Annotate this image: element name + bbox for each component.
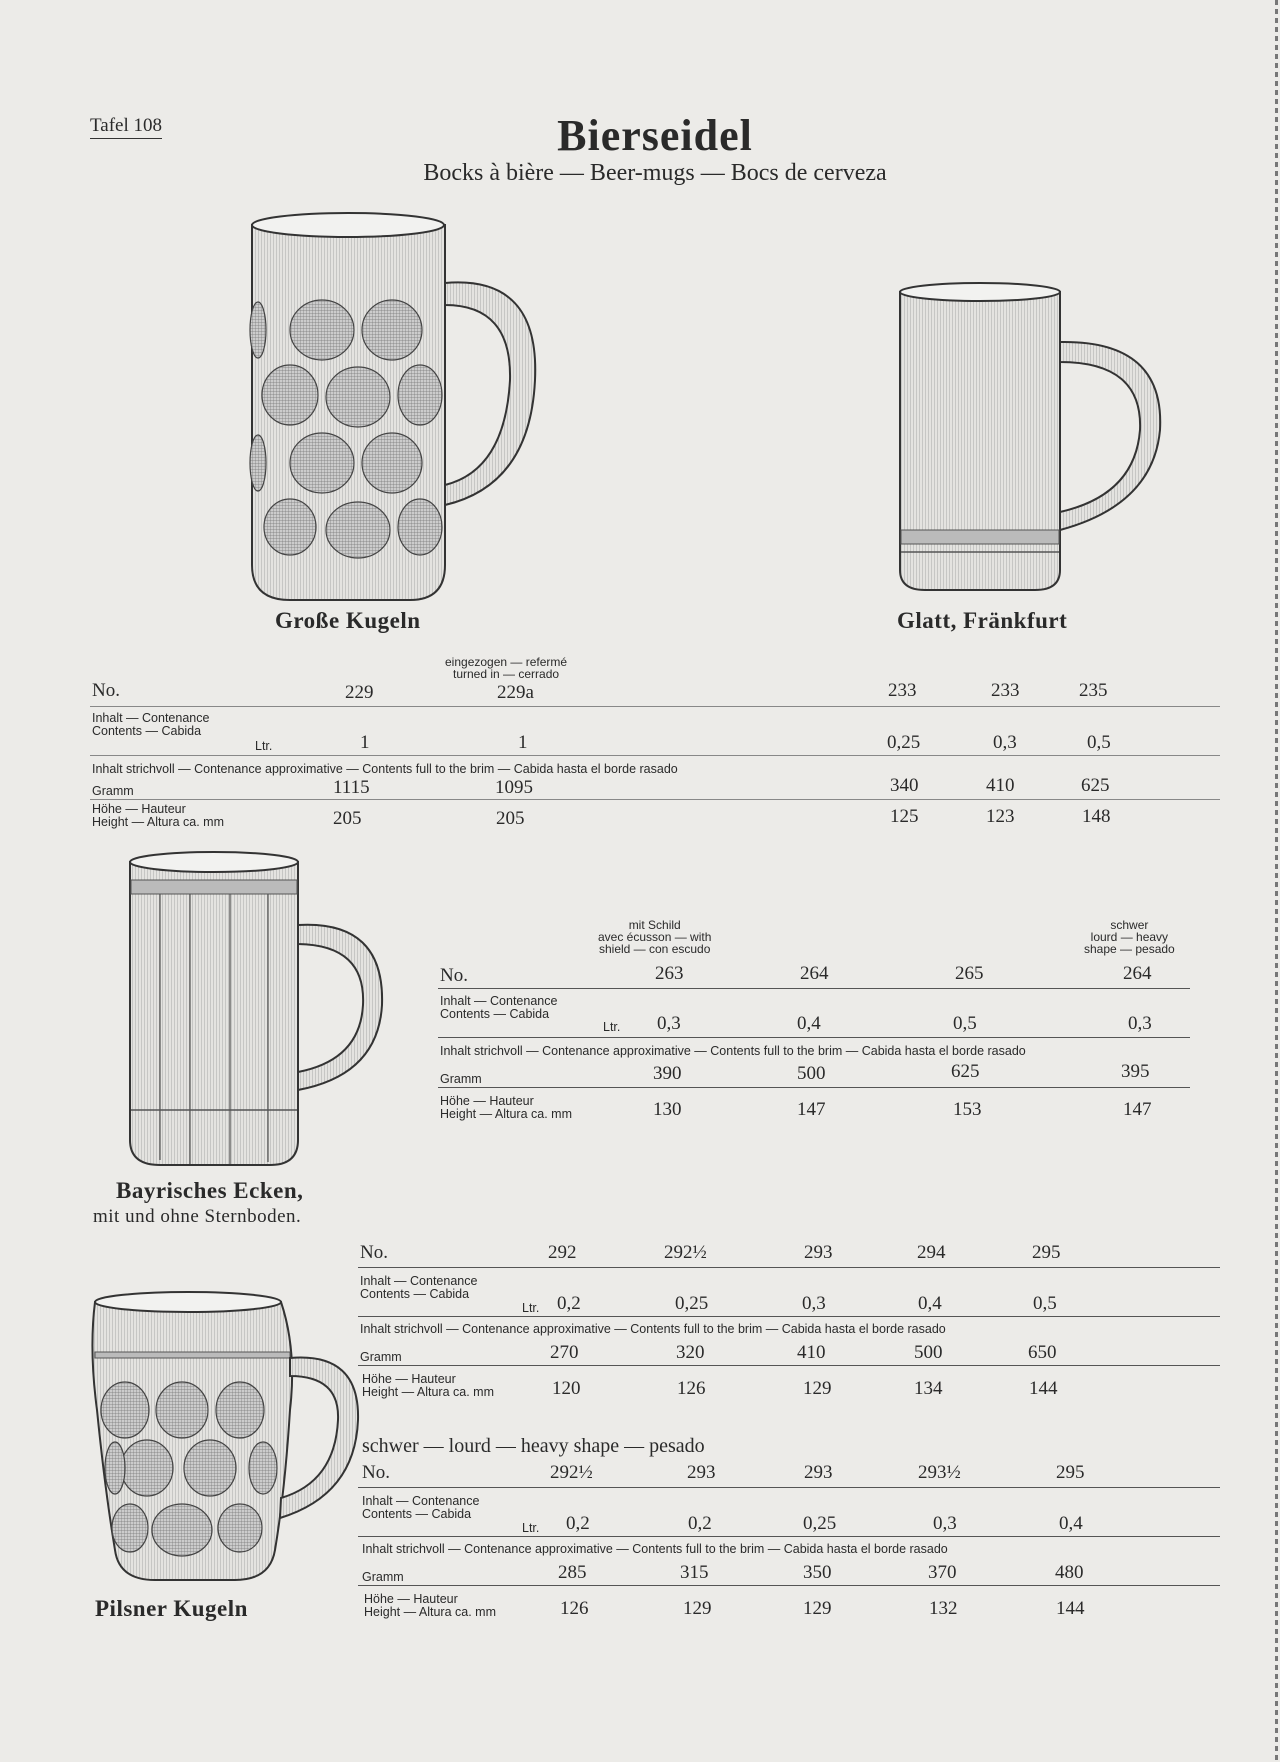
s4-ltr-1: 0,2 [566,1513,590,1534]
s4-no-5: 295 [1056,1462,1085,1483]
s4-no-4: 293½ [918,1462,961,1483]
s2-contents-label: Inhalt — Contenance Contents — Cabida [440,994,558,1021]
s3-gramm-3: 410 [797,1342,826,1363]
s2-no-4: 264 [1123,963,1152,984]
s2-gramm-3: 625 [951,1061,980,1082]
s1-ltr-1: 1 [360,732,370,753]
s2-full-brim: Inhalt strichvoll — Contenance approximative — Contents full to the brim — Cabida hasta el borde rasado [440,1044,1026,1058]
s3-gramm-2: 320 [676,1342,705,1363]
s2-height-4: 147 [1123,1099,1152,1120]
s4-rule-3 [358,1585,1220,1586]
s3-gramm-1: 270 [550,1342,579,1363]
s3-ltr-1: 0,2 [557,1293,581,1314]
s3-rule-2 [358,1316,1220,1317]
s1-no-3: 233 [888,680,917,701]
s4-ltr-4: 0,3 [933,1513,957,1534]
s1-ltr-3: 0,25 [887,732,921,753]
s1-ltr-4: 0,3 [993,732,1017,753]
note-heavy-shape: schwer lourd — heavy shape — pesado [1084,918,1175,956]
s1-no-4: 233 [991,680,1020,701]
s1-no-2: 229a [497,682,534,703]
s1-height-1: 205 [333,808,362,829]
caption-bayrisches-ecken: Bayrisches Ecken, [116,1178,304,1203]
s3-contents-label: Inhalt — Contenance Contents — Cabida [360,1274,478,1301]
page-binding-edge [1275,0,1278,1762]
s1-height-4: 123 [986,806,1015,827]
s3-ltr-2: 0,25 [675,1293,709,1314]
s4-gramm-4: 370 [928,1562,957,1583]
s3-ltr-3: 0,3 [802,1293,826,1314]
s3-gramm-4: 500 [914,1342,943,1363]
s4-ltr-5: 0,4 [1059,1513,1083,1534]
s4-gramm-label: Gramm [362,1570,404,1584]
s4-no-2: 293 [687,1462,716,1483]
s1-height-label: Höhe — Hauteur Height — Altura ca. mm [92,802,224,829]
caption-pilsner-kugeln: Pilsner Kugeln [95,1596,248,1621]
s2-height-3: 153 [953,1099,982,1120]
s1-gramm-1: 1115 [333,777,370,798]
s4-no-3: 293 [804,1462,833,1483]
s1-gramm-2: 1095 [495,777,533,798]
s4-height-5: 144 [1056,1598,1085,1619]
s2-gramm-label: Gramm [440,1072,482,1086]
page-subtitle: Bocks à bière — Beer-mugs — Bocs de cerveza [423,160,887,186]
note-with-shield: mit Schild avec écusson — with shield — con escudo [598,918,712,956]
s1-contents-label: Inhalt — Contenance Contents — Cabida [92,711,210,738]
s3-no-2: 292½ [664,1242,707,1263]
s2-label-no: No. [440,965,468,986]
s3-height-4: 134 [914,1378,943,1399]
caption-sternboden: mit und ohne Sternboden. [93,1206,302,1227]
s4-ltr-3: 0,25 [803,1513,837,1534]
s4-gramm-2: 315 [680,1562,709,1583]
s1-rule-2 [90,755,1220,756]
s1-ltr-2: 1 [518,732,528,753]
s3-gramm-label: Gramm [360,1350,402,1364]
s3-height-label: Höhe — Hauteur Height — Altura ca. mm [362,1372,494,1399]
s1-no-1: 229 [345,682,374,703]
s2-ltr-4: 0,3 [1128,1013,1152,1034]
s4-rule-2 [358,1536,1220,1537]
s1-gramm-label: Gramm [92,784,134,798]
mug-grosse-kugeln-illustration [240,205,550,605]
s4-height-3: 129 [803,1598,832,1619]
s4-no-1: 292½ [550,1462,593,1483]
s2-ltr-2: 0,4 [797,1013,821,1034]
s2-rule-1 [438,988,1190,989]
s2-no-3: 265 [955,963,984,984]
s3-ltr-4: 0,4 [918,1293,942,1314]
s2-height-1: 130 [653,1099,682,1120]
s1-height-2: 205 [496,808,525,829]
s3-no-1: 292 [548,1242,577,1263]
s3-no-5: 295 [1032,1242,1061,1263]
s2-gramm-4: 395 [1121,1061,1150,1082]
note-turned-in: eingezogen — refermé turned in — cerrado [445,655,568,681]
s4-ltr-2: 0,2 [688,1513,712,1534]
mug-pilsner-kugeln-illustration [85,1290,365,1590]
mug-glatt-illustration [895,280,1170,595]
mug-bayrisches-ecken-illustration [120,850,390,1170]
plate-number: Tafel 108 [90,115,162,139]
s3-height-5: 144 [1029,1378,1058,1399]
s1-ltr-label: Ltr. [255,739,273,753]
s2-gramm-2: 500 [797,1063,826,1084]
s4-gramm-5: 480 [1055,1562,1084,1583]
s2-height-label: Höhe — Hauteur Height — Altura ca. mm [440,1094,572,1121]
s4-gramm-1: 285 [558,1562,587,1583]
s3-gramm-5: 650 [1028,1342,1057,1363]
s3-rule-1 [358,1267,1220,1268]
s4-gramm-3: 350 [803,1562,832,1583]
s2-rule-2 [438,1037,1190,1038]
heavy-shape-heading: schwer — lourd — heavy shape — pesado [362,1435,705,1457]
s1-height-3: 125 [890,806,919,827]
s4-height-1: 126 [560,1598,589,1619]
s4-full-brim: Inhalt strichvoll — Contenance approximative — Contents full to the brim — Cabida hasta el borde rasado [362,1542,948,1556]
s4-height-2: 129 [683,1598,712,1619]
page-title: Bierseidel [557,111,753,160]
s1-gramm-4: 410 [986,775,1015,796]
s3-ltr-label: Ltr. [522,1301,540,1315]
s2-ltr-3: 0,5 [953,1013,977,1034]
s1-full-brim: Inhalt strichvoll — Contenance approximative — Contents full to the brim — Cabida hasta el borde rasado [92,762,678,776]
s3-no-4: 294 [917,1242,946,1263]
s2-ltr-label: Ltr. [603,1020,621,1034]
caption-grosse-kugeln: Große Kugeln [275,608,421,633]
s1-gramm-5: 625 [1081,775,1110,796]
s2-ltr-1: 0,3 [657,1013,681,1034]
s2-no-1: 263 [655,963,684,984]
s3-full-brim: Inhalt strichvoll — Contenance approximative — Contents full to the brim — Cabida hasta el borde rasado [360,1322,946,1336]
s2-rule-3 [438,1087,1190,1088]
s4-ltr-label: Ltr. [522,1521,540,1535]
s3-rule-3 [358,1365,1220,1366]
s1-rule-1 [90,706,1220,707]
s4-height-4: 132 [929,1598,958,1619]
s1-rule-3 [90,799,1220,800]
s3-height-1: 120 [552,1378,581,1399]
s1-gramm-3: 340 [890,775,919,796]
s2-no-2: 264 [800,963,829,984]
s4-height-label: Höhe — Hauteur Height — Altura ca. mm [364,1592,496,1619]
s3-height-2: 126 [677,1378,706,1399]
s3-label-no: No. [360,1242,388,1263]
s3-no-3: 293 [804,1242,833,1263]
caption-glatt-frankfurt: Glatt, Fränkfurt [897,608,1068,633]
s4-contents-label: Inhalt — Contenance Contents — Cabida [362,1494,480,1521]
s3-height-3: 129 [803,1378,832,1399]
s2-height-2: 147 [797,1099,826,1120]
s1-height-5: 148 [1082,806,1111,827]
s4-rule-1 [358,1487,1220,1488]
s1-no-5: 235 [1079,680,1108,701]
s1-ltr-5: 0,5 [1087,732,1111,753]
s4-label-no: No. [362,1462,390,1483]
s2-gramm-1: 390 [653,1063,682,1084]
s3-ltr-5: 0,5 [1033,1293,1057,1314]
label-no: No. [92,680,120,701]
